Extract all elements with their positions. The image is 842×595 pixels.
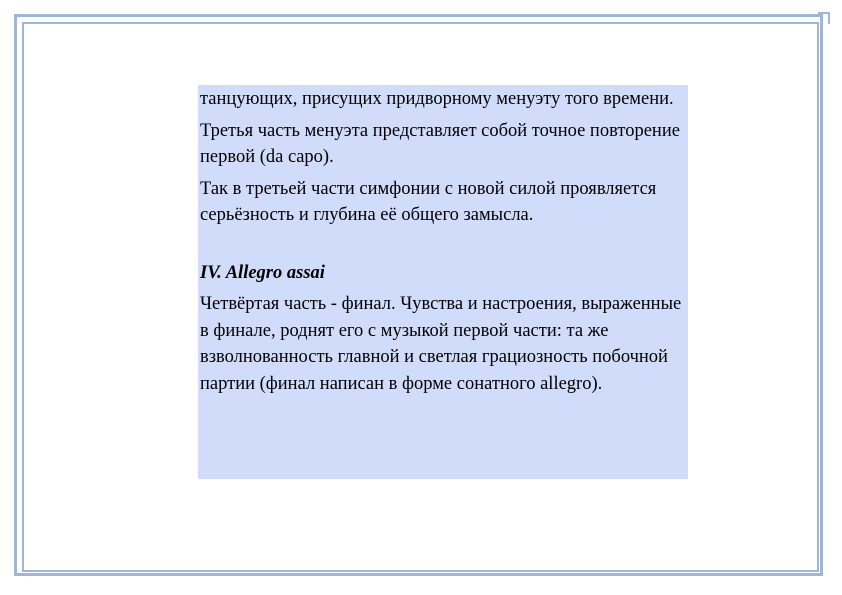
slide-frame-corner	[818, 12, 830, 24]
slide-text-block	[198, 85, 688, 479]
paragraph-minuet-dancers: танцующих, присущих придворному менуэту того времени.	[200, 89, 674, 109]
paragraph-finale: Четвёртая часть - финал. Чувства и настроения, выраженные в финале, роднят его с музыкой первой части: та же взволнованность главной и светлая грациозность побочной партии (финал написан в форме сонатного allegro).	[200, 294, 682, 394]
paragraph-spacer	[200, 234, 686, 260]
section-heading: IV. Allegro assai	[200, 262, 325, 283]
paragraph-symphony-third-part: Так в третьей части симфонии с новой силой проявляется серьёзность и глубина её общего замысла.	[200, 178, 657, 225]
paragraph-minuet-third-part: Третья часть менуэта представляет собой точное повторение первой (da capo).	[200, 120, 680, 167]
